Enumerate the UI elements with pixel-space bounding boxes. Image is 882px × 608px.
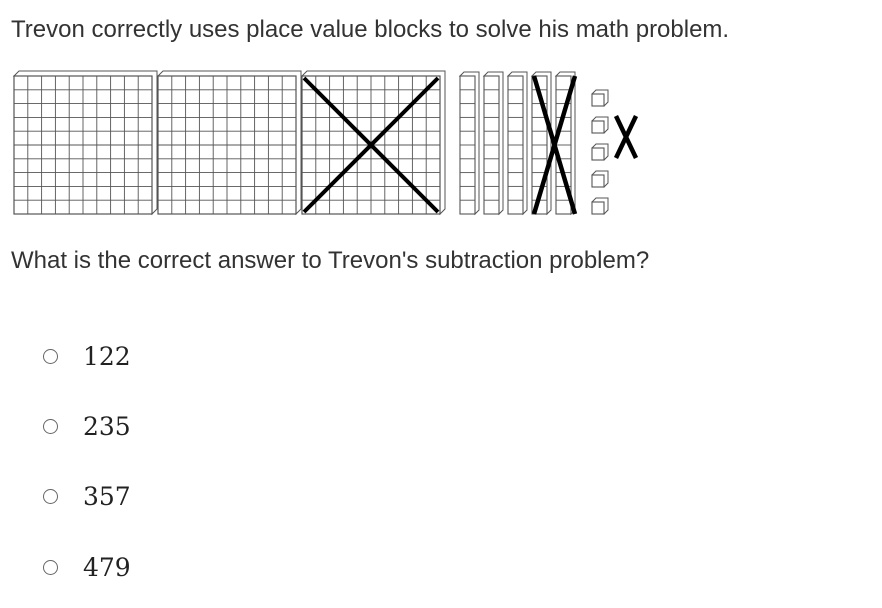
choice-235[interactable] bbox=[40, 406, 240, 446]
radio-button[interactable] bbox=[43, 349, 58, 364]
place-value-blocks-figure bbox=[10, 70, 650, 220]
ten-rod bbox=[508, 72, 527, 214]
choice-label: 479 bbox=[83, 552, 131, 582]
hundred-flat bbox=[14, 71, 157, 214]
radio-button[interactable] bbox=[43, 560, 58, 575]
choice-label: 357 bbox=[83, 481, 131, 511]
one-cube bbox=[592, 144, 608, 160]
one-cube bbox=[592, 198, 608, 214]
choice-122[interactable] bbox=[40, 336, 240, 376]
choice-479[interactable] bbox=[40, 547, 240, 587]
choice-label: 235 bbox=[83, 411, 131, 441]
question-intro: Trevon correctly uses place value blocks to solve his math problem. bbox=[11, 16, 730, 43]
ten-rod bbox=[484, 72, 503, 214]
hundred-flat bbox=[302, 71, 445, 214]
choice-label: 122 bbox=[83, 341, 131, 371]
hundred-flat bbox=[158, 71, 301, 214]
question-prompt: What is the correct answer to Trevon's subtraction problem? bbox=[11, 247, 650, 274]
radio-button[interactable] bbox=[43, 419, 58, 434]
one-cube bbox=[592, 117, 608, 133]
one-cube bbox=[592, 171, 608, 187]
radio-button[interactable] bbox=[43, 489, 58, 504]
ten-rod bbox=[460, 72, 479, 214]
one-cube bbox=[592, 90, 608, 106]
choice-357[interactable] bbox=[40, 476, 240, 516]
